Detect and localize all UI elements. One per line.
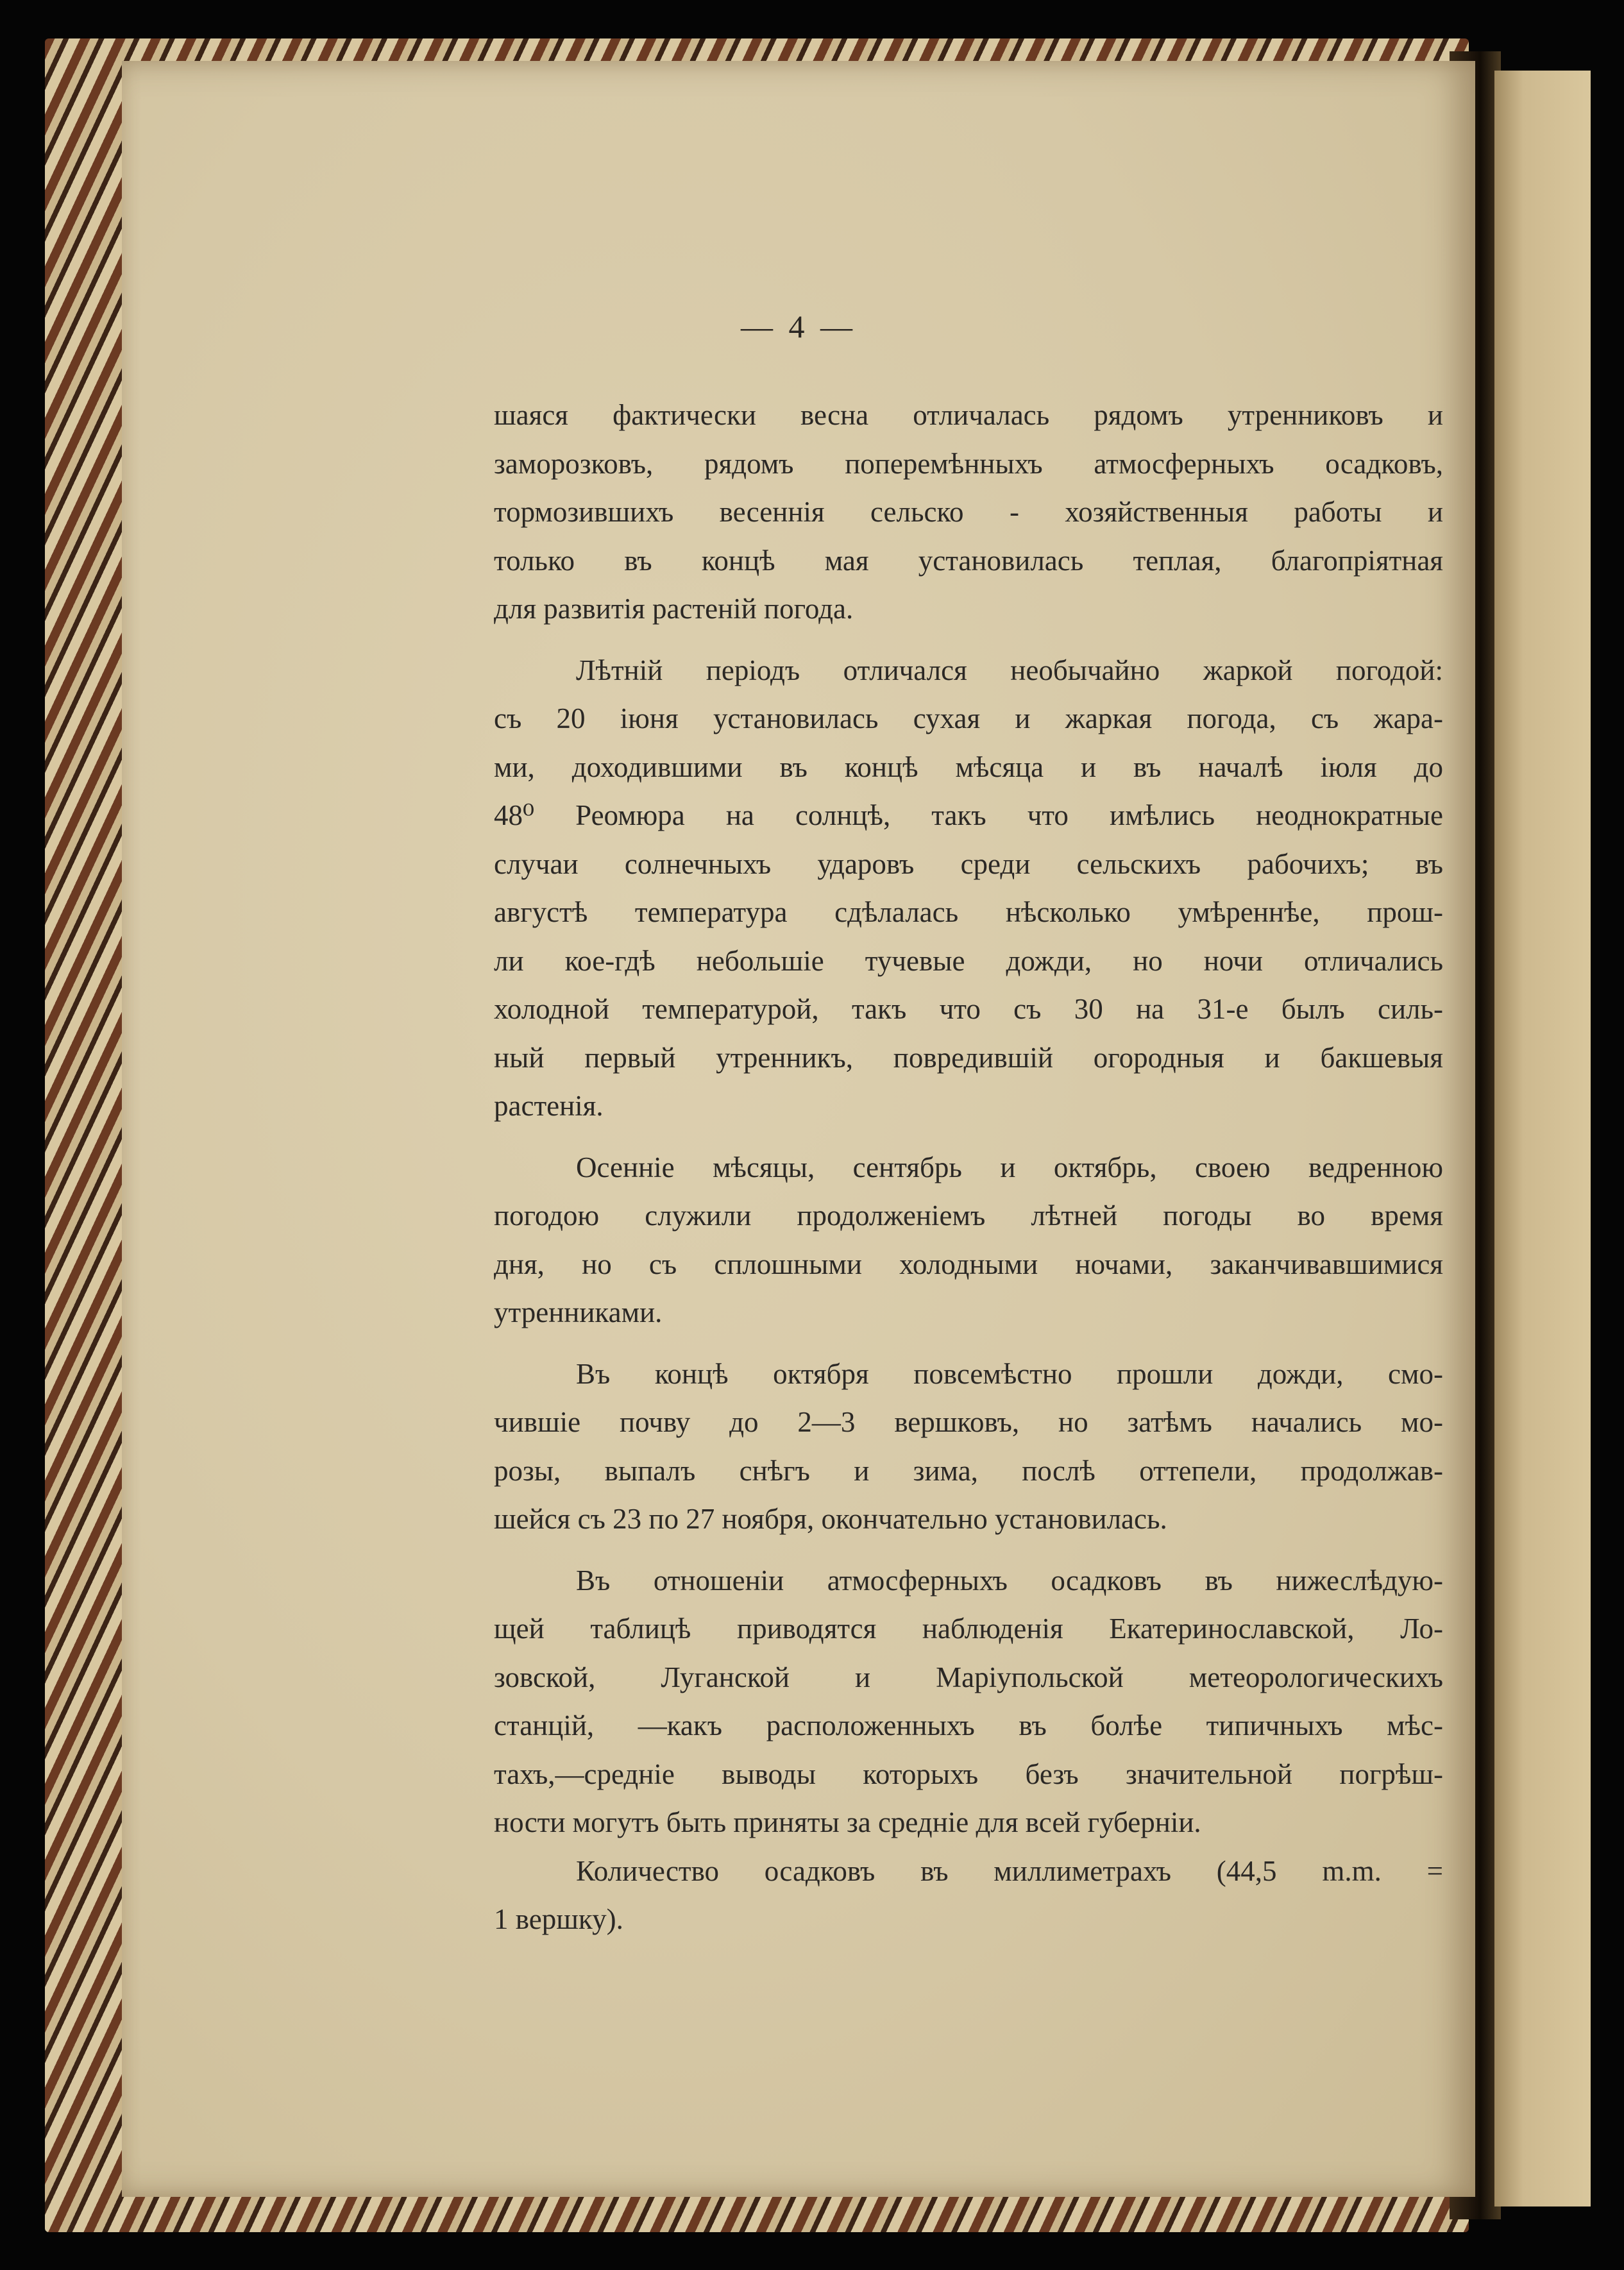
text-line: 1 вершку). bbox=[494, 1903, 623, 1935]
text-line: Осенніе мѣсяцы, сентябрь и октябрь, своею ведренною bbox=[576, 1151, 1443, 1183]
text-line: 48⁰ Реомюра на солнцѣ, такъ что имѣлись неоднократные bbox=[494, 799, 1443, 831]
page-number: — 4 — bbox=[741, 309, 856, 344]
text-line: утренниками. bbox=[494, 1296, 663, 1328]
text-line: щей таблицѣ приводятся наблюденія Екатеринославской, Ло- bbox=[494, 1613, 1443, 1645]
text-line: съ 20 іюня установилась сухая и жаркая погода, съ жара- bbox=[494, 702, 1443, 734]
text-line: чившіе почву до 2—3 вершковъ, но затѣмъ начались мо- bbox=[494, 1406, 1443, 1438]
text-line: для развитія растеній погода. bbox=[494, 593, 854, 625]
book-page bbox=[122, 61, 1475, 2197]
text-line: ный первый утренникъ, повредившій огородныя и бакшевыя bbox=[494, 1041, 1443, 1074]
text-line: ности могутъ быть приняты за средніе для всей губерніи. bbox=[494, 1806, 1201, 1838]
text-line: Въ отношеніи атмосферныхъ осадковъ въ нижеслѣдую- bbox=[576, 1564, 1443, 1597]
text-line: только въ концѣ мая установилась теплая, благопріятная bbox=[494, 544, 1443, 577]
text-line: Въ концѣ октября повсемѣстно прошли дожди, смо- bbox=[576, 1357, 1443, 1390]
text-line: розы, выпалъ снѣгъ и зима, послѣ оттепели, продолжав- bbox=[494, 1454, 1443, 1487]
text-line: августѣ температура сдѣлалась нѣсколько умѣреннѣе, прош- bbox=[494, 896, 1443, 928]
page-text bbox=[494, 391, 1443, 1944]
text-line: случаи солнечныхъ ударовъ среди сельскихъ рабочихъ; въ bbox=[494, 847, 1443, 880]
text-line: тахъ,—средніе выводы которыхъ безъ значительной погрѣш- bbox=[494, 1758, 1443, 1790]
text-line: ми, доходившими въ концѣ мѣсяца и въ началѣ іюля до bbox=[494, 750, 1443, 783]
facing-page-edge bbox=[1494, 71, 1591, 2206]
text-line: холодной температурой, такъ что съ 30 на 31-е былъ силь- bbox=[494, 993, 1443, 1025]
text-line: Количество осадковъ въ миллиметрахъ (44,5 m.m. = bbox=[576, 1854, 1443, 1887]
text-line: тормозившихъ весеннія сельско - хозяйственныя работы и bbox=[494, 496, 1443, 528]
text-line: дня, но съ сплошными холодными ночами, заканчивавшимися bbox=[494, 1248, 1443, 1280]
text-line: зовской, Луганской и Маріупольской метеорологическихъ bbox=[494, 1661, 1443, 1693]
text-line: погодою служили продолженіемъ лѣтней погоды во время bbox=[494, 1199, 1443, 1232]
text-line: станцій, —какъ расположенныхъ въ болѣе типичныхъ мѣс- bbox=[494, 1709, 1443, 1741]
text-line: заморозковъ, рядомъ поперемѣнныхъ атмосферныхъ осадковъ, bbox=[494, 447, 1443, 480]
text-line: шейся съ 23 по 27 ноября, окончательно установилась. bbox=[494, 1503, 1167, 1535]
text-line: Лѣтній періодъ отличался необычайно жаркой погодой: bbox=[576, 654, 1443, 686]
text-line: растенія. bbox=[494, 1090, 604, 1122]
text-line: шаяся фактически весна отличалась рядомъ утренниковъ и bbox=[494, 399, 1443, 431]
text-line: ли кое-гдѣ небольшіе тучевые дожди, но ночи отличались bbox=[494, 944, 1443, 977]
